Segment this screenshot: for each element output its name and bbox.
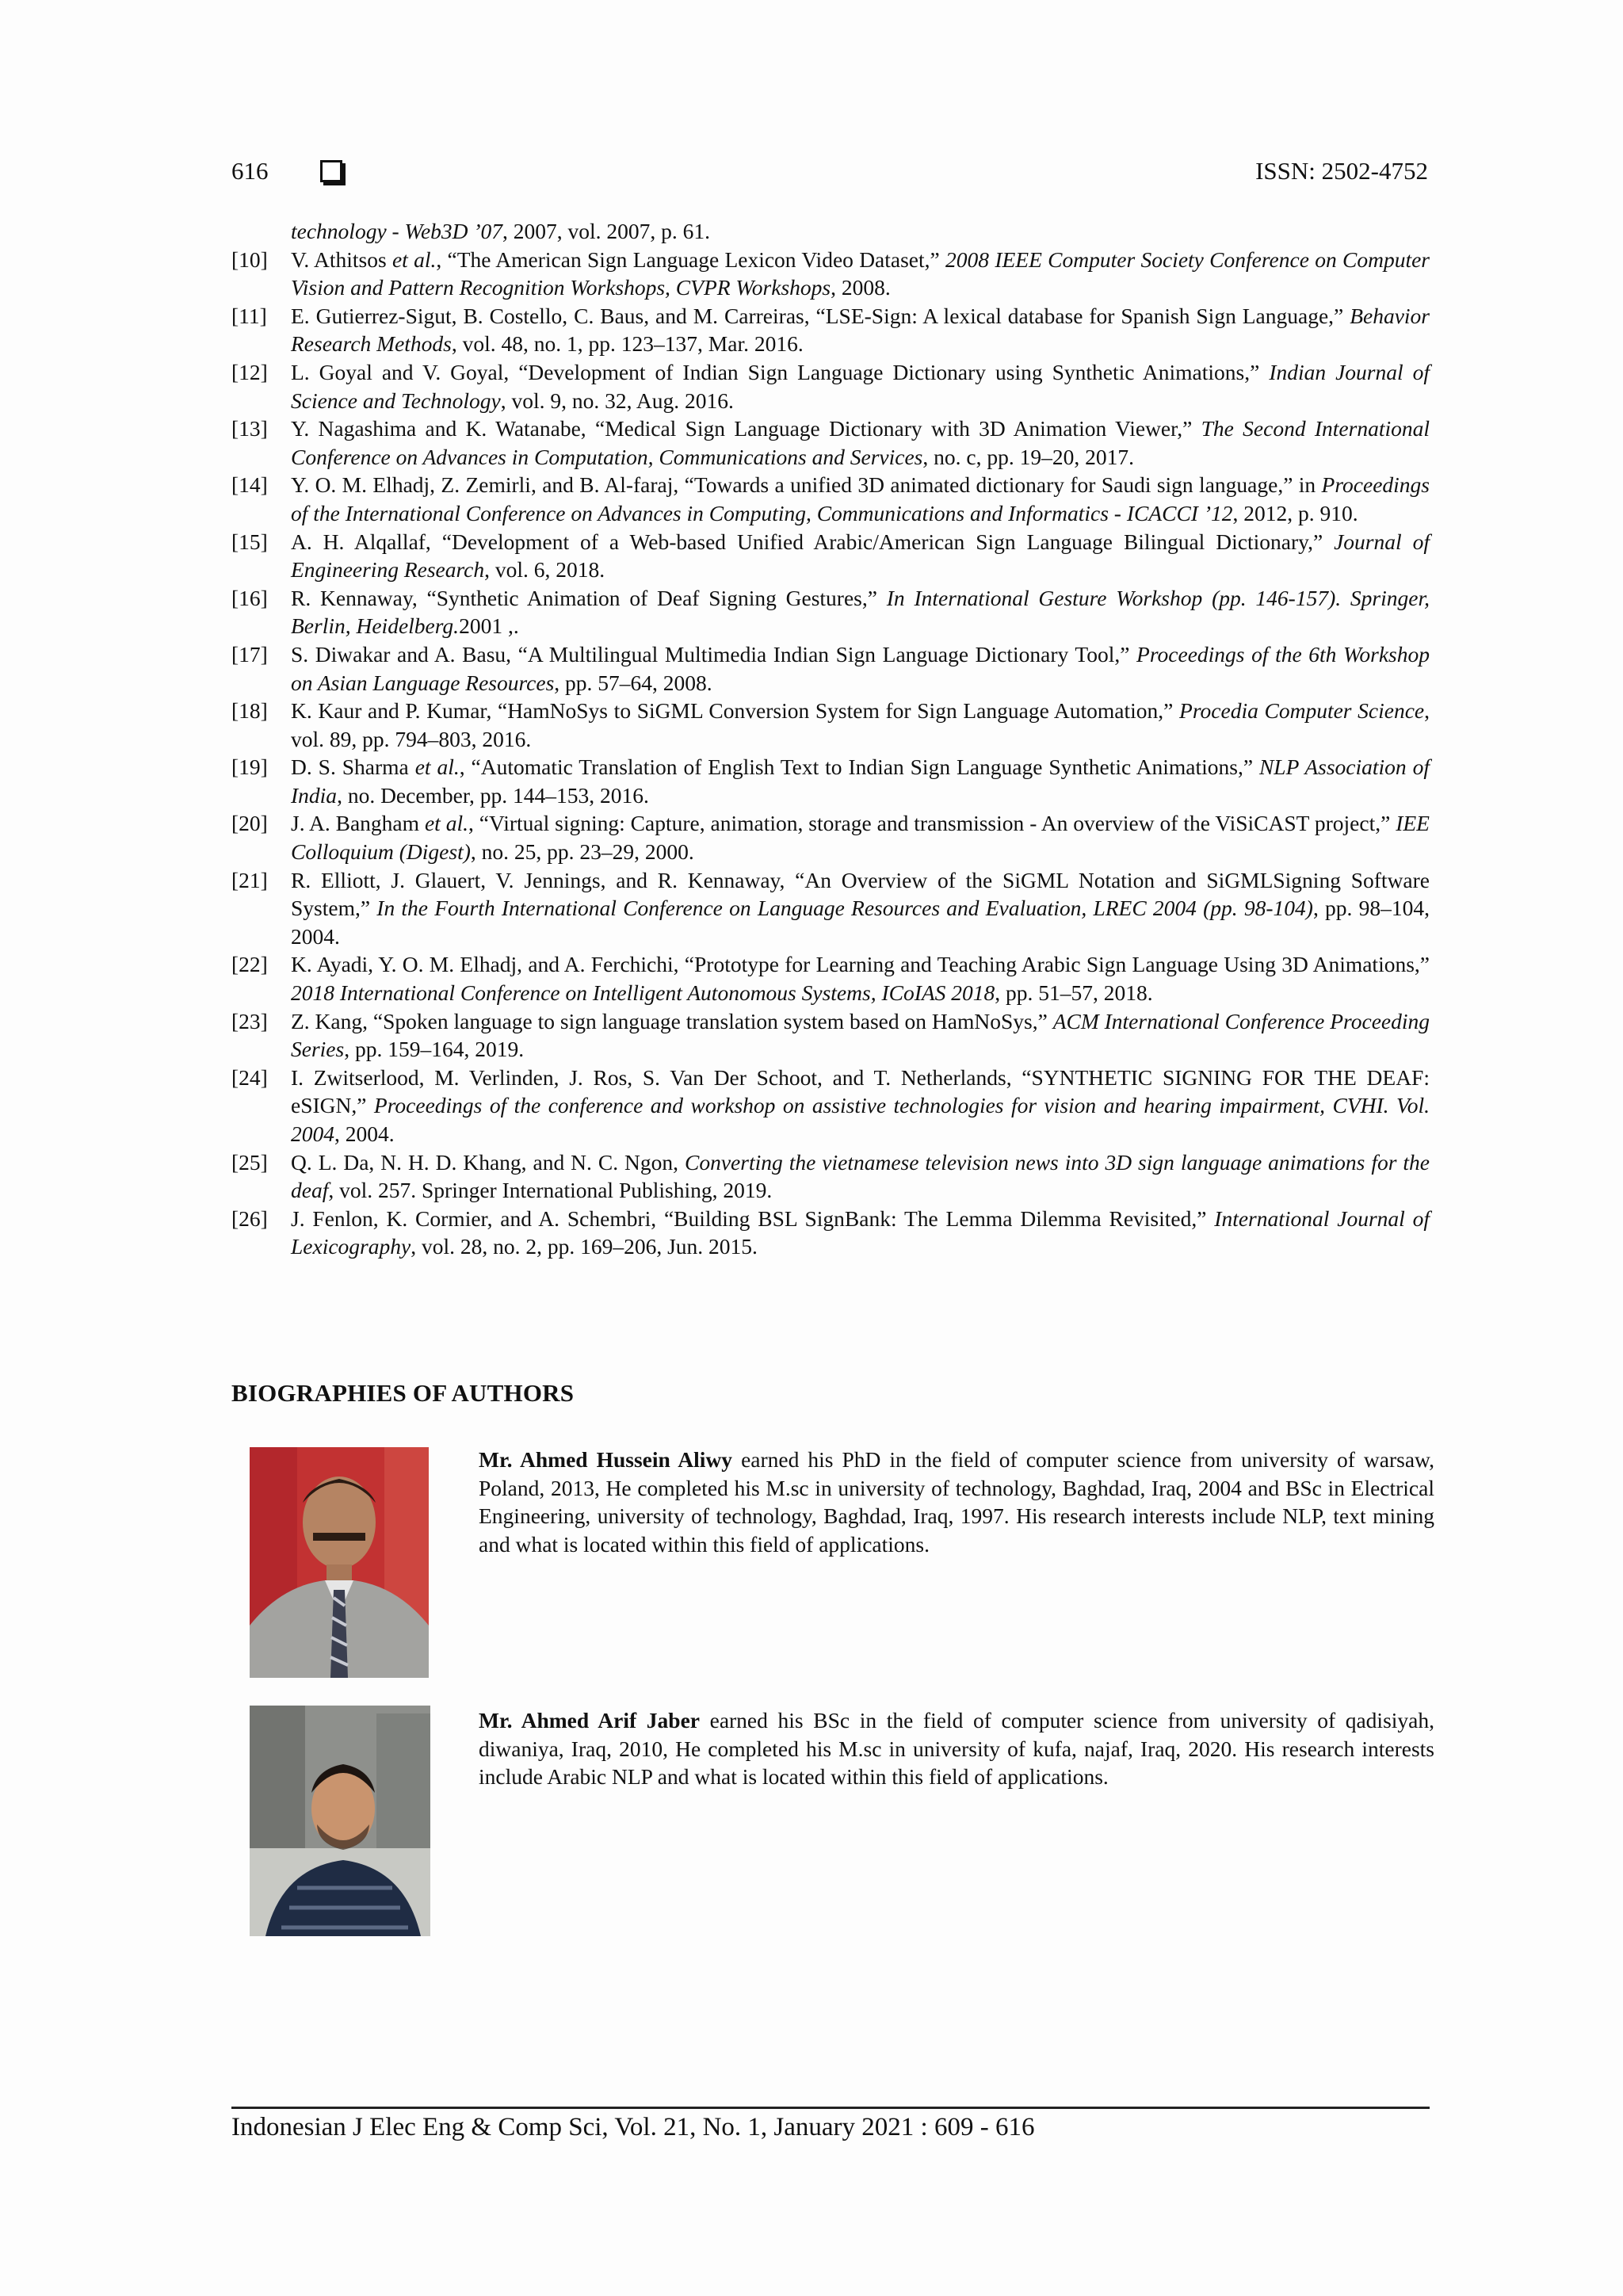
reference-text <box>291 868 1430 949</box>
reference-item <box>231 950 1430 1007</box>
reference-text <box>291 586 1430 639</box>
reference-number: [24] <box>231 1064 268 1090</box>
reference-text <box>291 1150 1430 1203</box>
reference-italic-segment: Proceedings of the International Conference on Advances in Computing, Communications and Informatics - ICACCI ’12 <box>291 472 1430 525</box>
references-list <box>231 217 1430 1261</box>
reference-segment: , 2008. <box>831 275 891 300</box>
reference-italic-segment: IEE Colloquium (Digest) <box>291 811 1430 865</box>
reference-italic-segment: Proceedings of the 6th Workshop on Asian Language Resources <box>291 641 1430 695</box>
reference-text <box>291 1009 1430 1062</box>
reference-segment: , 2012, p. 910. <box>1232 500 1358 525</box>
reference-segment: L. Goyal and V. Goyal, “Development of Indian Sign Language Dictionary using Synthetic Animations,” <box>291 359 1270 384</box>
author-name: Mr. Ahmed Arif Jaber <box>479 1708 700 1733</box>
reference-number: [26] <box>231 1205 268 1231</box>
reference-segment: Z. Kang, “Spoken language to sign language translation system based on HamNoSys,” <box>291 1008 1053 1033</box>
reference-segment: , vol. 28, no. 2, pp. 169–206, Jun. 2015. <box>411 1234 758 1259</box>
reference-number: [25] <box>231 1149 268 1175</box>
reference-number: [13] <box>231 416 268 441</box>
reference-segment: J. Fenlon, K. Cormier, and A. Schembri, “Building BSL SignBank: The Lemma Dilemma Revisited,” <box>291 1205 1215 1231</box>
reference-number: [14] <box>231 472 268 498</box>
reference-item <box>231 697 1430 753</box>
reference-segment: Y. O. M. Elhadj, Z. Zemirli, and B. Al-faraj, “Towards a unified 3D animated dictionary for Saudi sign language,” in <box>291 472 1322 498</box>
reference-segment: , 2007, vol. 2007, p. 61. <box>502 219 711 243</box>
reference-item <box>231 528 1430 584</box>
reference-text <box>291 304 1430 357</box>
reference-number: [21] <box>231 867 268 892</box>
reference-text <box>291 811 1430 864</box>
reference-text <box>291 755 1430 808</box>
reference-text <box>291 247 1430 300</box>
author-photo-jaber <box>250 1706 430 1936</box>
reference-segment: R. Kennaway, “Synthetic Animation of Deaf Signing Gestures,” <box>291 585 887 610</box>
reference-italic-segment: Proceedings of the conference and workshop on assistive technologies for vision and hearing impairment, CVHI. Vol. 2004 <box>291 1093 1430 1146</box>
reference-item <box>231 246 1430 302</box>
reference-text <box>291 472 1430 525</box>
reference-segment: , pp. 159–164, 2019. <box>344 1037 525 1062</box>
reference-italic-segment: technology - Web3D ’07 <box>291 219 503 243</box>
reference-italic-segment: The Second International Conference on Advances in Computation, Communications and Services <box>291 416 1430 469</box>
reference-segment: , no. c, pp. 19–20, 2017. <box>922 444 1134 469</box>
reference-italic-segment: Procedia Computer Science <box>1179 698 1425 724</box>
reference-segment: , no. 25, pp. 23–29, 2000. <box>470 839 694 865</box>
reference-segment: , vol. 257. Springer International Publishing, 2019. <box>328 1178 773 1203</box>
reference-segment: , 2004. <box>334 1121 395 1146</box>
reference-segment: , no. December, pp. 144–153, 2016. <box>337 782 649 808</box>
reference-text <box>291 698 1430 751</box>
reference-segment: Y. Nagashima and K. Watanabe, “Medical Sign Language Dictionary with 3D Animation Viewer,” <box>291 416 1201 441</box>
reference-item <box>231 640 1430 697</box>
reference-item <box>231 1148 1430 1205</box>
reference-segment: , “Automatic Translation of English Text to Indian Sign Language Synthetic Animations,” <box>459 755 1259 780</box>
reference-segment: , “Virtual signing: Capture, animation, storage and transmission - An overview of the ViSiCAST project,” <box>468 811 1396 836</box>
reference-text <box>291 360 1430 413</box>
reference-italic-segment: 2008 IEEE Computer Society Conference on Computer Vision and Pattern Recognition Workshops, CVPR Workshops <box>291 246 1430 300</box>
reference-italic-segment: Journal of Engineering Research <box>291 529 1430 583</box>
reference-item <box>231 1205 1430 1261</box>
author-photo-aliwy <box>250 1447 429 1678</box>
reference-italic-segment: ACM International Conference Proceeding Series <box>291 1008 1430 1062</box>
author-bio-text: earned his BSc in the field of computer science from university of qadisiyah, diwaniya, Iraq, 2010, He completed his M.sc in university of kufa, najaf, Iraq, 2020. His research interests include Arabic NLP and what is located within this field of applications. <box>479 1708 1434 1790</box>
reference-italic-segment: et al. <box>414 755 460 780</box>
reference-segment: , pp. 51–57, 2018. <box>995 980 1153 1006</box>
reference-segment: I. Zwitserlood, M. Verlinden, J. Ros, S. Van Der Schoot, and T. Netherlands, “SYNTHETIC SIGNING FOR THE DEAF: eSIGN,” <box>291 1064 1430 1118</box>
reference-italic-segment: Indian Journal of Science and Technology <box>291 359 1430 413</box>
reference-segment: Q. L. Da, N. H. D. Khang, and N. C. Ngon, <box>291 1149 685 1175</box>
reference-italic-segment: Converting the vietnamese television news into 3D sign language animations for the deaf <box>291 1149 1430 1203</box>
reference-number: [19] <box>231 755 268 780</box>
author-bio-jaber <box>479 1706 1434 1791</box>
reference-segment: D. S. Sharma <box>291 755 415 780</box>
reference-number: [22] <box>231 952 268 977</box>
reference-item <box>231 753 1430 809</box>
reference-segment: V. Athitsos <box>291 246 392 272</box>
reference-segment: , vol. 9, no. 32, Aug. 2016. <box>500 388 734 413</box>
reference-italic-segment: In International Gesture Workshop (pp. 146-157). Springer, Berlin, Heidelberg. <box>291 585 1430 639</box>
reference-segment: E. Gutierrez-Sigut, B. Costello, C. Baus, and M. Carreiras, “LSE-Sign: A lexical database for Spanish Sign Language,” <box>291 303 1350 328</box>
reference-number: [10] <box>231 246 268 272</box>
reference-segment: A. H. Alqallaf, “Development of a Web-based Unified Arabic/American Sign Language Bilingual Dictionary,” <box>291 529 1335 554</box>
reference-item <box>231 358 1430 415</box>
reference-italic-segment: International Journal of Lexicography <box>291 1205 1430 1259</box>
reference-text <box>291 642 1430 695</box>
reference-item <box>231 584 1430 640</box>
journal-citation-footer: Indonesian J Elec Eng & Comp Sci, Vol. 21, No. 1, January 2021 : 609 - 616 <box>231 2113 1035 2141</box>
reference-number: [18] <box>231 698 268 724</box>
reference-segment: 2001 ,. <box>459 613 519 639</box>
reference-italic-segment: In the Fourth International Conference on Language Resources and Evaluation, LREC 2004 (pp. 98-104) <box>376 896 1313 921</box>
reference-segment: , vol. 48, no. 1, pp. 123–137, Mar. 2016. <box>451 331 804 357</box>
reference-italic-segment: NLP Association of India <box>291 755 1430 808</box>
reference-number: [16] <box>231 585 268 610</box>
page-number: 616 <box>231 157 269 185</box>
author-name: Mr. Ahmed Hussein Aliwy <box>479 1447 733 1472</box>
biographies-heading: BIOGRAPHIES OF AUTHORS <box>231 1379 575 1407</box>
reference-number: [17] <box>231 641 268 667</box>
reference-item <box>231 217 1430 246</box>
reference-italic-segment: et al. <box>391 246 437 272</box>
reference-segment: , vol. 6, 2018. <box>484 557 605 583</box>
reference-item <box>231 415 1430 471</box>
reference-item <box>231 1064 1430 1148</box>
reference-number: [23] <box>231 1008 268 1033</box>
reference-item <box>231 302 1430 358</box>
checkbox-square-icon <box>320 160 342 182</box>
reference-segment: K. Kaur and P. Kumar, “HamNoSys to SiGML Conversion System for Sign Language Automation,” <box>291 698 1180 724</box>
reference-segment: , “The American Sign Language Lexicon Video Dataset,” <box>436 246 946 272</box>
author-bio-aliwy <box>479 1446 1434 1558</box>
author-bio-text: earned his PhD in the field of computer science from university of warsaw, Poland, 2013, He completed his M.sc in university of technology, Baghdad, Iraq, 2004 and BSc in Electrical Engineering, university of technology, Baghdad, Iraq, 1997. His research interests include NLP, text mining and what is located within this field of applications. <box>479 1447 1434 1557</box>
reference-text <box>291 1206 1430 1259</box>
reference-segment: , vol. 89, pp. 794–803, 2016. <box>291 698 1430 751</box>
reference-segment: , pp. 57–64, 2008. <box>554 670 712 695</box>
reference-italic-segment: 2018 International Conference on Intelligent Autonomous Systems, ICoIAS 2018 <box>291 980 995 1006</box>
reference-text <box>291 952 1430 1005</box>
reference-text <box>291 529 1430 583</box>
reference-item <box>231 471 1430 527</box>
reference-item <box>231 866 1430 951</box>
reference-segment: S. Diwakar and A. Basu, “A Multilingual Multimedia Indian Sign Language Dictionary Tool,” <box>291 641 1137 667</box>
footer-divider <box>231 2107 1430 2109</box>
reference-segment: J. A. Bangham <box>291 811 425 836</box>
page-header <box>231 155 1428 190</box>
reference-item <box>231 809 1430 865</box>
reference-segment: K. Ayadi, Y. O. M. Elhadj, and A. Ferchichi, “Prototype for Learning and Teaching Arabic Sign Language Using 3D Animations,” <box>291 952 1430 977</box>
reference-number: [15] <box>231 529 268 554</box>
reference-italic-segment: et al. <box>424 811 468 836</box>
reference-italic-segment: Behavior Research Methods <box>291 303 1430 357</box>
issn-label: ISSN: 2502-4752 <box>1255 157 1428 185</box>
reference-number: [11] <box>231 303 267 328</box>
reference-item <box>231 1007 1430 1064</box>
reference-text <box>291 219 710 243</box>
reference-number: [20] <box>231 811 268 836</box>
reference-text <box>291 416 1430 469</box>
reference-segment: , pp. 98–104, 2004. <box>291 896 1430 949</box>
reference-number: [12] <box>231 359 268 384</box>
reference-segment: R. Elliott, J. Glauert, V. Jennings, and R. Kennaway, “An Overview of the SiGML Notation and SiGMLSigning Software System,” <box>291 867 1430 921</box>
reference-text <box>291 1065 1430 1146</box>
